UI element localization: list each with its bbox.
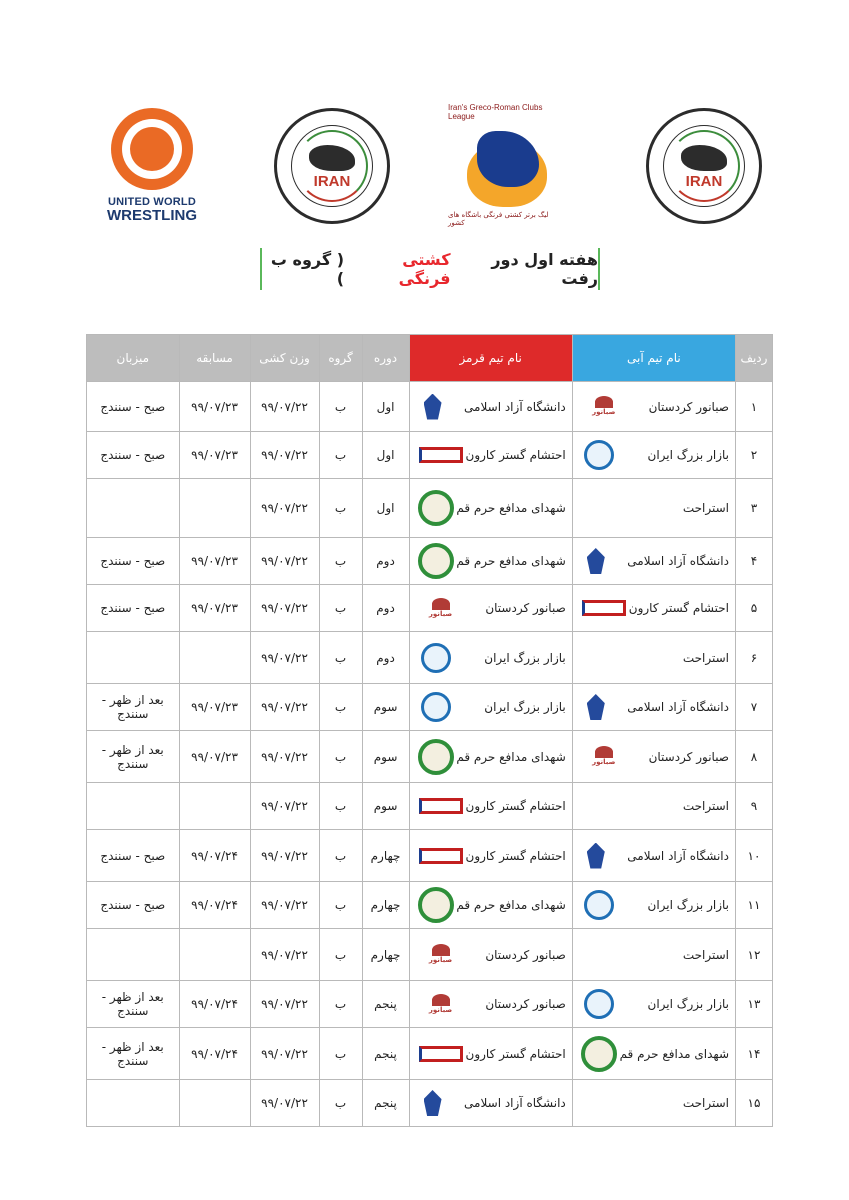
blue-team-cell bbox=[572, 479, 735, 538]
group-cell: ب bbox=[319, 731, 362, 783]
round-cell: سوم bbox=[362, 783, 409, 830]
blue-team-cell bbox=[572, 731, 735, 783]
round-cell: پنجم bbox=[362, 1028, 409, 1080]
weigh-in-cell: ۹۹/۰۷/۲۲ bbox=[250, 479, 319, 538]
group-cell: ب bbox=[319, 684, 362, 731]
row-number: ۲ bbox=[736, 432, 773, 479]
red-team-cell bbox=[409, 830, 572, 882]
table-row bbox=[87, 882, 773, 929]
shohada-icon bbox=[416, 544, 456, 578]
table-row bbox=[87, 1028, 773, 1080]
uww-line2: WRESTLING bbox=[107, 206, 197, 224]
group-cell: ب bbox=[319, 479, 362, 538]
row-number: ۷ bbox=[736, 684, 773, 731]
group-cell: ب bbox=[319, 981, 362, 1028]
title-highlight: کشتی فرنگی bbox=[398, 250, 451, 288]
round-cell: پنجم bbox=[362, 981, 409, 1028]
red-team-name: شهدای مدافع حرم قم bbox=[456, 501, 566, 515]
host-cell: صبح - سنندج bbox=[87, 538, 180, 585]
table-row bbox=[87, 684, 773, 731]
red-team-cell bbox=[409, 585, 572, 632]
title-part1: هفته اول دور رفت bbox=[491, 250, 598, 288]
red-team-name: دانشگاه آزاد اسلامی bbox=[464, 1096, 566, 1110]
host-cell: بعد از ظهر - سنندج bbox=[87, 731, 180, 783]
round-cell: چهارم bbox=[362, 882, 409, 929]
red-team-name: بازار بزرگ ایران bbox=[484, 700, 566, 714]
schedule-table bbox=[86, 334, 773, 1127]
red-team-cell bbox=[409, 1028, 572, 1080]
host-cell bbox=[87, 479, 180, 538]
red-team-cell bbox=[409, 538, 572, 585]
bazar-icon bbox=[579, 987, 619, 1021]
shohada-icon bbox=[416, 740, 456, 774]
azad-university-icon bbox=[416, 390, 450, 424]
group-cell: ب bbox=[319, 830, 362, 882]
red-team-name: صبانور کردستان bbox=[485, 947, 566, 962]
blue-team-name: صبانور کردستان bbox=[648, 399, 729, 414]
header-group: گروه bbox=[319, 335, 362, 382]
blue-team-cell bbox=[572, 1028, 735, 1080]
match-cell: ۹۹/۰۷/۲۴ bbox=[179, 830, 250, 882]
page-title bbox=[260, 248, 600, 290]
table-row bbox=[87, 432, 773, 479]
blue-team-name: استراحت bbox=[682, 1096, 729, 1110]
red-team-cell bbox=[409, 929, 572, 981]
row-number: ۱۲ bbox=[736, 929, 773, 981]
blue-team-cell bbox=[572, 783, 735, 830]
weigh-in-cell: ۹۹/۰۷/۲۲ bbox=[250, 382, 319, 432]
sabanour-icon: صبانور bbox=[416, 987, 466, 1021]
uww-line1: UNITED WORLD bbox=[108, 195, 196, 208]
blue-team-name: بازار بزرگ ایران bbox=[647, 898, 729, 912]
match-cell bbox=[179, 479, 250, 538]
red-team-cell bbox=[409, 731, 572, 783]
header-weigh-in: وزن کشی bbox=[250, 335, 319, 382]
match-cell: ۹۹/۰۷/۲۳ bbox=[179, 684, 250, 731]
group-cell: ب bbox=[319, 585, 362, 632]
host-cell bbox=[87, 783, 180, 830]
blue-team-cell bbox=[572, 538, 735, 585]
round-cell: پنجم bbox=[362, 1080, 409, 1127]
table-row bbox=[87, 382, 773, 432]
title-part2: ( گروه ب ) bbox=[270, 250, 345, 288]
table-row bbox=[87, 632, 773, 684]
blue-team-cell bbox=[572, 382, 735, 432]
row-number: ۳ bbox=[736, 479, 773, 538]
blue-team-name: بازار بزرگ ایران bbox=[647, 997, 729, 1011]
table-row bbox=[87, 731, 773, 783]
bazar-icon bbox=[579, 888, 619, 922]
red-team-name: صبانور کردستان bbox=[485, 601, 566, 615]
league-seal-text: IRAN bbox=[313, 173, 351, 190]
round-cell: دوم bbox=[362, 538, 409, 585]
match-cell: ۹۹/۰۷/۲۳ bbox=[179, 538, 250, 585]
federation-seal-text: IRAN bbox=[685, 173, 723, 190]
table-row bbox=[87, 479, 773, 538]
red-team-name: شهدای مدافع حرم قم bbox=[456, 554, 566, 568]
sabanour-icon: صبانور bbox=[416, 938, 466, 972]
header-row-number: ردیف bbox=[736, 335, 773, 382]
row-number: ۸ bbox=[736, 731, 773, 783]
blue-team-name: احتشام گستر کارون bbox=[628, 601, 729, 615]
red-team-name: احتشام گستر کارون bbox=[465, 848, 566, 863]
red-team-cell bbox=[409, 981, 572, 1028]
greco-roman-league-logo bbox=[448, 100, 566, 230]
group-cell: ب bbox=[319, 538, 362, 585]
host-cell: بعد از ظهر - سنندج bbox=[87, 684, 180, 731]
shohada-icon bbox=[416, 888, 456, 922]
round-cell: دوم bbox=[362, 585, 409, 632]
red-team-cell bbox=[409, 479, 572, 538]
host-cell: بعد از ظهر - سنندج bbox=[87, 981, 180, 1028]
table-row bbox=[87, 830, 773, 882]
red-team-name: احتشام گستر کارون bbox=[465, 448, 566, 462]
weigh-in-cell: ۹۹/۰۷/۲۲ bbox=[250, 830, 319, 882]
red-team-cell bbox=[409, 684, 572, 731]
blue-team-cell bbox=[572, 929, 735, 981]
bazar-icon bbox=[416, 690, 456, 724]
blue-team-name: دانشگاه آزاد اسلامی bbox=[627, 848, 729, 863]
weigh-in-cell: ۹۹/۰۷/۲۲ bbox=[250, 432, 319, 479]
row-number: ۱۵ bbox=[736, 1080, 773, 1127]
bazar-icon bbox=[416, 641, 456, 675]
row-number: ۱۰ bbox=[736, 830, 773, 882]
match-cell: ۹۹/۰۷/۲۴ bbox=[179, 1028, 250, 1080]
group-cell: ب bbox=[319, 1028, 362, 1080]
wrestling-league-seal-logo bbox=[274, 108, 390, 224]
blue-team-cell bbox=[572, 1080, 735, 1127]
host-cell: صبح - سنندج bbox=[87, 882, 180, 929]
red-team-name: احتشام گستر کارون bbox=[465, 799, 566, 813]
match-cell: ۹۹/۰۷/۲۳ bbox=[179, 731, 250, 783]
table-row bbox=[87, 585, 773, 632]
red-team-cell bbox=[409, 783, 572, 830]
weigh-in-cell: ۹۹/۰۷/۲۲ bbox=[250, 585, 319, 632]
red-team-name: احتشام گستر کارون bbox=[465, 1046, 566, 1061]
blue-team-name: استراحت bbox=[682, 501, 729, 515]
blue-team-name: استراحت bbox=[682, 799, 729, 813]
group-cell: ب bbox=[319, 929, 362, 981]
group-cell: ب bbox=[319, 882, 362, 929]
red-team-cell bbox=[409, 632, 572, 684]
round-cell: سوم bbox=[362, 684, 409, 731]
red-team-cell bbox=[409, 432, 572, 479]
red-team-name: شهدای مدافع حرم قم bbox=[456, 898, 566, 912]
host-cell: صبح - سنندج bbox=[87, 830, 180, 882]
match-cell bbox=[179, 929, 250, 981]
weigh-in-cell: ۹۹/۰۷/۲۲ bbox=[250, 1028, 319, 1080]
row-number: ۴ bbox=[736, 538, 773, 585]
weigh-in-cell: ۹۹/۰۷/۲۲ bbox=[250, 1080, 319, 1127]
weigh-in-cell: ۹۹/۰۷/۲۲ bbox=[250, 684, 319, 731]
blue-team-cell bbox=[572, 882, 735, 929]
round-cell: چهارم bbox=[362, 929, 409, 981]
weigh-in-cell: ۹۹/۰۷/۲۲ bbox=[250, 981, 319, 1028]
table-row bbox=[87, 1080, 773, 1127]
host-cell: صبح - سنندج bbox=[87, 585, 180, 632]
blue-team-name: دانشگاه آزاد اسلامی bbox=[627, 554, 729, 568]
round-cell: اول bbox=[362, 382, 409, 432]
match-cell bbox=[179, 1080, 250, 1127]
ehtesham-icon bbox=[416, 1037, 466, 1071]
sabanour-icon: صبانور bbox=[416, 591, 466, 625]
host-cell bbox=[87, 1080, 180, 1127]
header-blue-team: نام تیم آبی bbox=[572, 335, 735, 382]
host-cell bbox=[87, 632, 180, 684]
sabanour-icon: صبانور bbox=[579, 740, 629, 774]
weigh-in-cell: ۹۹/۰۷/۲۲ bbox=[250, 882, 319, 929]
host-cell bbox=[87, 929, 180, 981]
weigh-in-cell: ۹۹/۰۷/۲۲ bbox=[250, 538, 319, 585]
weigh-in-cell: ۹۹/۰۷/۲۲ bbox=[250, 929, 319, 981]
group-cell: ب bbox=[319, 632, 362, 684]
blue-team-name: صبانور کردستان bbox=[648, 749, 729, 764]
azad-university-icon bbox=[416, 1086, 450, 1120]
match-cell bbox=[179, 632, 250, 684]
blue-team-name: بازار بزرگ ایران bbox=[647, 448, 729, 462]
table-row bbox=[87, 783, 773, 830]
match-cell bbox=[179, 783, 250, 830]
table-row bbox=[87, 981, 773, 1028]
blue-team-name: استراحت bbox=[682, 650, 729, 665]
blue-team-name: دانشگاه آزاد اسلامی bbox=[627, 700, 729, 714]
sabanour-icon: صبانور bbox=[579, 390, 629, 424]
row-number: ۹ bbox=[736, 783, 773, 830]
bazar-icon bbox=[579, 438, 619, 472]
red-team-name: دانشگاه آزاد اسلامی bbox=[464, 399, 566, 414]
round-cell: چهارم bbox=[362, 830, 409, 882]
table-row bbox=[87, 538, 773, 585]
red-team-name: بازار بزرگ ایران bbox=[484, 650, 566, 665]
row-number: ۱۳ bbox=[736, 981, 773, 1028]
ehtesham-icon bbox=[579, 591, 629, 625]
blue-team-cell bbox=[572, 432, 735, 479]
match-cell: ۹۹/۰۷/۲۴ bbox=[179, 882, 250, 929]
host-cell: صبح - سنندج bbox=[87, 432, 180, 479]
blue-team-cell bbox=[572, 684, 735, 731]
header-host: میزبان bbox=[87, 335, 180, 382]
shohada-icon bbox=[579, 1037, 619, 1071]
weigh-in-cell: ۹۹/۰۷/۲۲ bbox=[250, 632, 319, 684]
round-cell: اول bbox=[362, 479, 409, 538]
azad-university-icon bbox=[579, 839, 613, 873]
group-cell: ب bbox=[319, 432, 362, 479]
azad-university-icon bbox=[579, 690, 613, 724]
ehtesham-icon bbox=[416, 839, 466, 873]
blue-team-name: شهدای مدافع حرم قم bbox=[619, 1046, 729, 1061]
row-number: ۱ bbox=[736, 382, 773, 432]
match-cell: ۹۹/۰۷/۲۴ bbox=[179, 981, 250, 1028]
azad-university-icon bbox=[579, 544, 613, 578]
red-team-name: شهدای مدافع حرم قم bbox=[456, 749, 566, 764]
blue-team-cell bbox=[572, 830, 735, 882]
table-body bbox=[87, 382, 773, 1127]
ehtesham-icon bbox=[416, 438, 466, 472]
host-cell: بعد از ظهر - سنندج bbox=[87, 1028, 180, 1080]
united-world-wrestling-logo bbox=[104, 104, 200, 226]
weigh-in-cell: ۹۹/۰۷/۲۲ bbox=[250, 783, 319, 830]
blue-team-name: استراحت bbox=[682, 947, 729, 962]
row-number: ۵ bbox=[736, 585, 773, 632]
match-cell: ۹۹/۰۷/۲۳ bbox=[179, 585, 250, 632]
match-cell: ۹۹/۰۷/۲۳ bbox=[179, 382, 250, 432]
round-cell: دوم bbox=[362, 632, 409, 684]
match-cell: ۹۹/۰۷/۲۳ bbox=[179, 432, 250, 479]
weigh-in-cell: ۹۹/۰۷/۲۲ bbox=[250, 731, 319, 783]
shohada-icon bbox=[416, 491, 456, 525]
group-cell: ب bbox=[319, 382, 362, 432]
red-team-cell bbox=[409, 382, 572, 432]
blue-team-cell bbox=[572, 981, 735, 1028]
header-round: دوره bbox=[362, 335, 409, 382]
red-team-cell bbox=[409, 882, 572, 929]
league-caption: لیگ برتر کشتی فرنگی باشگاه های کشور bbox=[448, 211, 549, 227]
red-team-name: صبانور کردستان bbox=[485, 997, 566, 1011]
round-cell: اول bbox=[362, 432, 409, 479]
row-number: ۶ bbox=[736, 632, 773, 684]
row-number: ۱۱ bbox=[736, 882, 773, 929]
row-number: ۱۴ bbox=[736, 1028, 773, 1080]
header-match: مسابقه bbox=[179, 335, 250, 382]
logo-strip bbox=[0, 100, 849, 230]
blue-team-cell bbox=[572, 632, 735, 684]
red-team-cell bbox=[409, 1080, 572, 1127]
group-cell: ب bbox=[319, 783, 362, 830]
wrestling-federation-seal-logo bbox=[646, 108, 762, 224]
table-header-row bbox=[87, 335, 773, 382]
table-row bbox=[87, 929, 773, 981]
host-cell: صبح - سنندج bbox=[87, 382, 180, 432]
header-red-team: نام تیم قرمز bbox=[409, 335, 572, 382]
group-cell: ب bbox=[319, 1080, 362, 1127]
blue-team-cell bbox=[572, 585, 735, 632]
round-cell: سوم bbox=[362, 731, 409, 783]
league-arc-text: Iran's Greco-Roman Clubs League bbox=[448, 103, 543, 121]
ehtesham-icon bbox=[416, 789, 466, 823]
